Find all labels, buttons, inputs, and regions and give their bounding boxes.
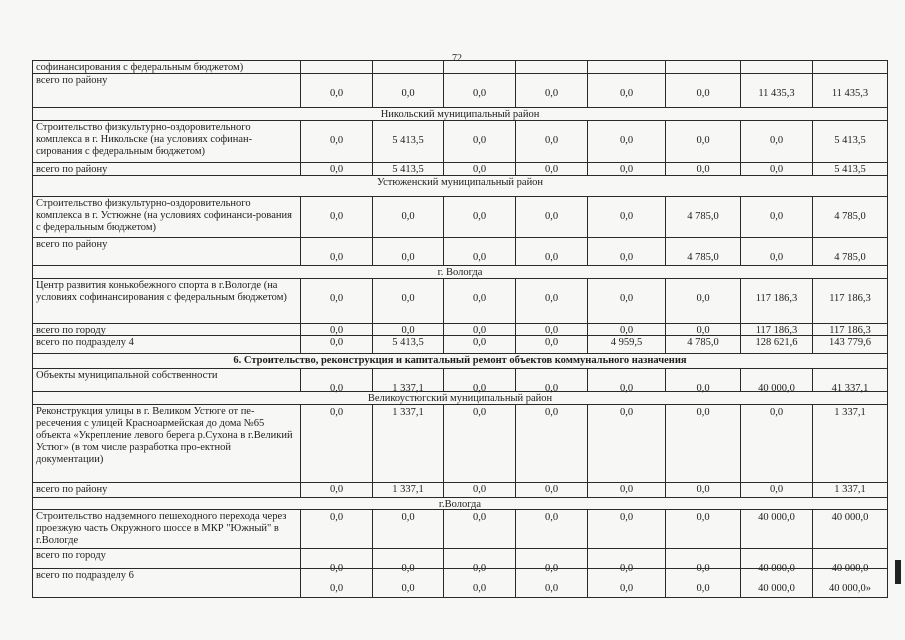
value-cell: 0,0 — [443, 368, 515, 391]
value-cell: 0,0 — [587, 196, 665, 237]
value-cell: 0,0 — [443, 73, 515, 107]
value-cell: 0,0 — [443, 278, 515, 323]
value-cell: 0,0 — [515, 323, 587, 335]
value-cell: 0,0 — [372, 237, 443, 265]
value-cell: 0,0 — [515, 120, 587, 162]
value-cell: 11 435,3 — [812, 73, 888, 107]
row-label: всего по подразделу 6 — [32, 568, 300, 597]
section-heading: 6. Строительство, реконструкция и капитальный ремонт объектов коммунального назначения — [32, 353, 888, 368]
value-cell: 0,0 — [740, 162, 812, 175]
value-cell: 0,0 — [515, 548, 587, 568]
value-cell: 0,0 — [300, 404, 372, 482]
row-label: всего по району — [32, 162, 300, 175]
value-cell — [300, 60, 372, 73]
value-cell: 5 413,5 — [812, 120, 888, 162]
value-cell: 0,0 — [665, 568, 740, 597]
value-cell: 11 435,3 — [740, 73, 812, 107]
value-cell: 0,0 — [665, 509, 740, 548]
value-cell: 0,0 — [300, 335, 372, 353]
value-cell: 0,0 — [587, 404, 665, 482]
value-cell: 0,0 — [587, 162, 665, 175]
value-cell — [740, 60, 812, 73]
value-cell: 5 413,5 — [372, 120, 443, 162]
value-cell: 0,0 — [515, 404, 587, 482]
value-cell: 0,0 — [300, 368, 372, 391]
value-cell: 4 959,5 — [587, 335, 665, 353]
scan-edge-mark — [895, 560, 901, 584]
value-cell: 0,0 — [587, 568, 665, 597]
value-cell: 0,0 — [300, 196, 372, 237]
value-cell: 0,0 — [665, 482, 740, 497]
district-heading: г.Вологда — [32, 497, 888, 509]
value-cell: 0,0 — [300, 237, 372, 265]
value-cell: 0,0 — [300, 568, 372, 597]
value-cell: 0,0 — [443, 568, 515, 597]
value-cell: 40 000,0 — [812, 548, 888, 568]
value-cell — [372, 60, 443, 73]
value-cell: 0,0 — [665, 73, 740, 107]
value-cell: 0,0 — [300, 548, 372, 568]
value-cell: 0,0 — [515, 237, 587, 265]
row-label: всего по району — [32, 73, 300, 107]
value-cell: 4 785,0 — [812, 237, 888, 265]
value-cell: 1 337,1 — [372, 404, 443, 482]
value-cell: 0,0 — [300, 323, 372, 335]
value-cell: 0,0 — [443, 237, 515, 265]
value-cell: 0,0 — [372, 509, 443, 548]
value-cell: 0,0 — [665, 120, 740, 162]
value-cell: 0,0 — [443, 482, 515, 497]
value-cell — [515, 60, 587, 73]
value-cell: 40 000,0 — [740, 368, 812, 391]
value-cell: 0,0 — [587, 482, 665, 497]
value-cell: 0,0 — [372, 73, 443, 107]
value-cell: 0,0 — [587, 368, 665, 391]
value-cell: 0,0 — [515, 162, 587, 175]
value-cell: 117 186,3 — [812, 323, 888, 335]
value-cell: 40 000,0» — [812, 568, 888, 597]
value-cell: 0,0 — [372, 548, 443, 568]
value-cell — [812, 60, 888, 73]
value-cell: 0,0 — [515, 335, 587, 353]
row-label: всего по району — [32, 482, 300, 497]
value-cell: 0,0 — [443, 120, 515, 162]
value-cell: 1 337,1 — [372, 482, 443, 497]
value-cell: 0,0 — [372, 323, 443, 335]
row-label: Строительство физкультурно-оздоровительного комплекса в г. Никольске (на условиях софинан-сирования с федеральным бюджетом) — [32, 120, 300, 162]
value-cell: 40 000,0 — [740, 568, 812, 597]
value-cell: 0,0 — [515, 368, 587, 391]
value-cell: 0,0 — [665, 162, 740, 175]
value-cell: 0,0 — [587, 237, 665, 265]
value-cell: 0,0 — [443, 404, 515, 482]
row-label: всего по району — [32, 237, 300, 265]
value-cell: 0,0 — [665, 368, 740, 391]
value-cell: 0,0 — [372, 568, 443, 597]
table-bottom-border — [32, 597, 888, 598]
value-cell: 143 779,6 — [812, 335, 888, 353]
value-cell: 1 337,1 — [812, 404, 888, 482]
value-cell — [443, 60, 515, 73]
value-cell: 0,0 — [665, 278, 740, 323]
value-cell: 0,0 — [665, 548, 740, 568]
value-cell: 0,0 — [587, 120, 665, 162]
value-cell: 117 186,3 — [740, 323, 812, 335]
district-heading: Никольский муниципальный район — [32, 107, 888, 120]
value-cell: 1 337,1 — [812, 482, 888, 497]
value-cell: 128 621,6 — [740, 335, 812, 353]
value-cell: 0,0 — [515, 509, 587, 548]
value-cell: 0,0 — [587, 323, 665, 335]
value-cell: 0,0 — [665, 323, 740, 335]
value-cell: 4 785,0 — [665, 237, 740, 265]
district-heading: г. Вологда — [32, 265, 888, 278]
value-cell: 0,0 — [740, 196, 812, 237]
value-cell: 0,0 — [515, 278, 587, 323]
value-cell: 0,0 — [740, 482, 812, 497]
value-cell: 41 337,1 — [812, 368, 888, 391]
value-cell: 0,0 — [587, 73, 665, 107]
value-cell: 0,0 — [587, 278, 665, 323]
value-cell: 0,0 — [372, 196, 443, 237]
value-cell: 117 186,3 — [812, 278, 888, 323]
value-cell — [587, 60, 665, 73]
value-cell: 4 785,0 — [812, 196, 888, 237]
value-cell: 0,0 — [443, 162, 515, 175]
row-label: Центр развития конькобежного спорта в г.Вологде (на условиях софинансирования с федеральным бюджетом) — [32, 278, 300, 323]
value-cell: 0,0 — [300, 162, 372, 175]
value-cell — [665, 60, 740, 73]
page-number: 72 — [452, 53, 462, 64]
value-cell: 0,0 — [443, 323, 515, 335]
value-cell: 0,0 — [300, 509, 372, 548]
value-cell: 0,0 — [515, 482, 587, 497]
value-cell: 0,0 — [587, 548, 665, 568]
value-cell: 0,0 — [300, 120, 372, 162]
value-cell: 5 413,5 — [372, 335, 443, 353]
value-cell: 0,0 — [740, 237, 812, 265]
value-cell: 4 785,0 — [665, 335, 740, 353]
value-cell: 4 785,0 — [665, 196, 740, 237]
row-label: Реконструкция улицы в г. Великом Устюге от пе-ресечения с улицей Красноармейская до дома №65 объекта «Укрепление левого берега р.Сухона в г.Великий Устюг» (в том числе разработка про-ектной документации) — [32, 404, 300, 482]
row-label: Строительство надземного пешеходного перехода через проезжую часть Окружного шоссе в МКР "Южный" в г.Вологде — [32, 509, 300, 548]
value-cell: 5 413,5 — [372, 162, 443, 175]
value-cell: 0,0 — [515, 73, 587, 107]
value-cell: 0,0 — [587, 509, 665, 548]
value-cell: 0,0 — [443, 335, 515, 353]
value-cell: 0,0 — [515, 568, 587, 597]
value-cell: 0,0 — [300, 278, 372, 323]
value-cell: 0,0 — [300, 482, 372, 497]
value-cell: 1 337,1 — [372, 368, 443, 391]
value-cell: 0,0 — [740, 404, 812, 482]
value-cell: 0,0 — [300, 73, 372, 107]
value-cell: 0,0 — [443, 548, 515, 568]
district-heading: Великоустюгский муниципальный район — [32, 391, 888, 404]
value-cell: 0,0 — [515, 196, 587, 237]
value-cell: 0,0 — [372, 278, 443, 323]
value-cell: 40 000,0 — [740, 509, 812, 548]
value-cell: 0,0 — [443, 509, 515, 548]
district-heading: Устюженский муниципальный район — [32, 175, 888, 196]
row-label: софинансирования с федеральным бюджетом) — [32, 60, 300, 73]
row-label: всего по подразделу 4 — [32, 335, 300, 353]
row-label: всего по городу — [32, 548, 300, 568]
value-cell: 0,0 — [740, 120, 812, 162]
value-cell: 5 413,5 — [812, 162, 888, 175]
value-cell: 0,0 — [443, 196, 515, 237]
value-cell: 117 186,3 — [740, 278, 812, 323]
row-label: Строительство физкультурно-оздоровительного комплекса в г. Устюжне (на условиях софинанси-рования с федеральным бюджетом) — [32, 196, 300, 237]
value-cell: 40 000,0 — [740, 548, 812, 568]
value-cell: 40 000,0 — [812, 509, 888, 548]
value-cell: 0,0 — [665, 404, 740, 482]
row-label: Объекты муниципальной собственности — [32, 368, 300, 391]
row-label: всего по городу — [32, 323, 300, 335]
